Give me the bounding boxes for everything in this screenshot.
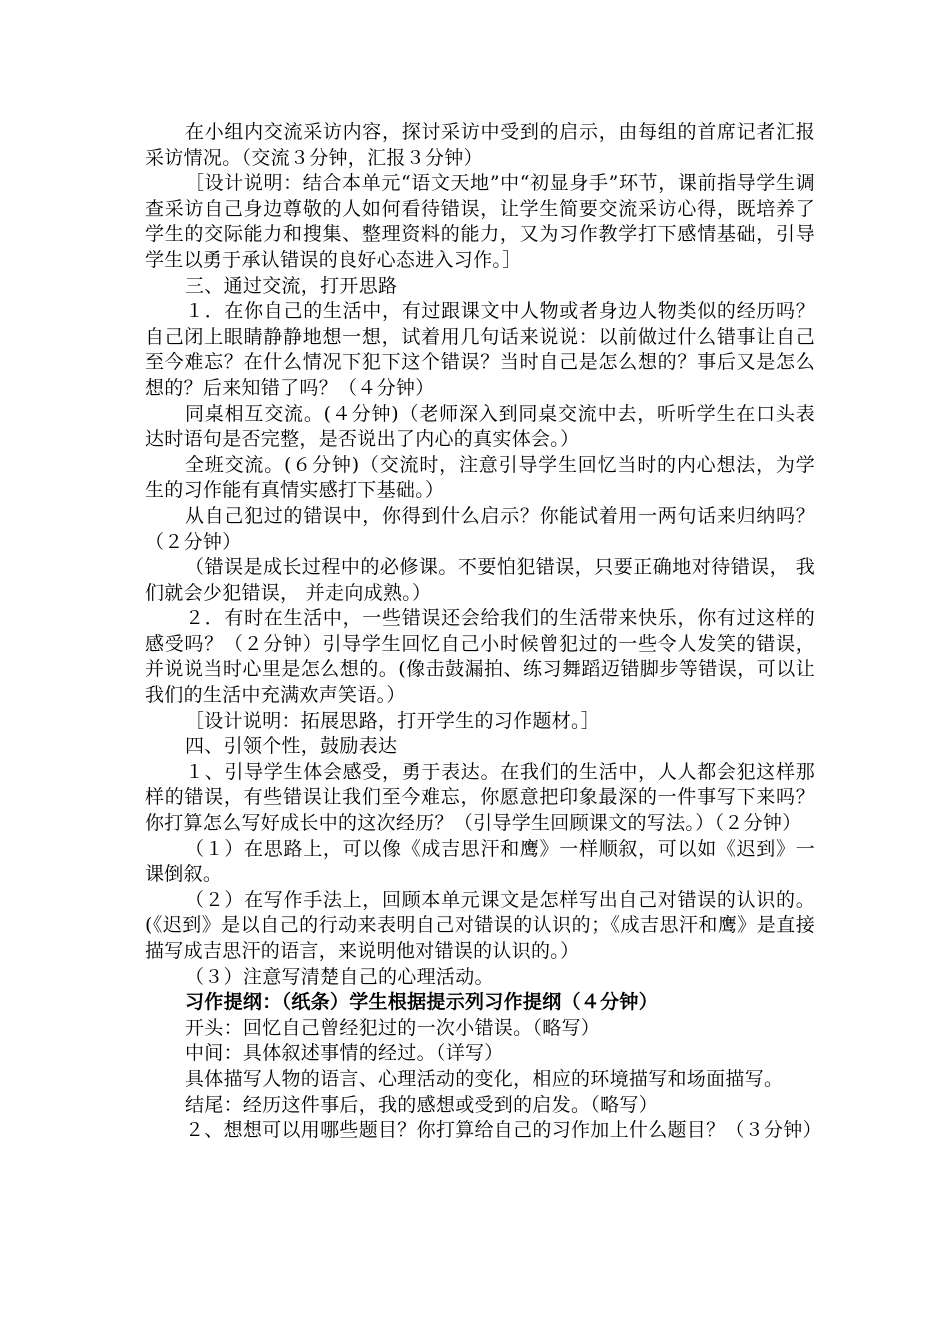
paragraph: １．在你自己的生活中，有过跟课文中人物或者身边人物类似的经历吗？自己闭上眼睛静静地想一想，试着用几句话来说说：以前做过什么错事让自己至今难忘？在什么情况下犯下这个错误？当时自己是怎么想的？事后又是怎么想的？后来知错了吗？（４分钟） — [145, 300, 815, 399]
paragraph: （２）在写作手法上，回顾本单元课文是怎样写出自己对错误的认识的。(《迟到》是以自己的行动来表明自己对错误的认识的；《成吉思汗和鹰》是直接描写成吉思汗的语言，来说明他对错误的认识的。） — [145, 888, 815, 962]
paragraph: （１）在思路上，可以像《成吉思汗和鹰》一样顺叙，可以如《迟到》一课倒叙。 — [145, 837, 815, 886]
paragraph: ２．有时在生活中，一些错误还会给我们的生活带来快乐，你有过这样的感受吗？（２分钟）引导学生回忆自己小时候曾犯过的一些令人发笑的错误，并说说当时心里是怎么想的。(像击鼓漏拍、练习舞蹈迈错脚步等错误，可以让我们的生活中充满欢声笑语。） — [145, 607, 815, 707]
paragraph: 具体描写人物的语言、心理活动的变化，相应的环境描写和场面描写。 — [185, 1067, 784, 1090]
paragraph: 中间：具体叙述事情的经过。（详写） — [185, 1042, 504, 1065]
paragraph: ２、想想可以用哪些题目？你打算给自己的习作加上什么题目？（３分钟） — [185, 1119, 822, 1142]
paragraph: 同桌相互交流。(４分钟)（老师深入到同桌交流中去，听听学生在口头表达时语句是否完整，是否说出了内心的真实体会。） — [145, 402, 815, 451]
paragraph: 开头：回忆自己曾经犯过的一次小错误。（略写） — [185, 1016, 601, 1039]
paragraph: 全班交流。(６分钟)（交流时，注意引导学生回忆当时的内心想法，为学生的习作能有真情实感打下基础。） — [145, 453, 815, 502]
outline-heading: 习作提纲：（纸条）学生根据提示列习作提纲（４分钟） — [185, 991, 659, 1014]
section-heading: 三、通过交流，打开思路 — [185, 274, 398, 297]
document-page — [145, 120, 822, 1144]
paragraph: ［设计说明：结合本单元“语文天地”中“初显身手”环节，课前指导学生调查采访自己身边尊敬的人如何看待错误，让学生简要交流采访心得，既培养了学生的交际能力和搜集、整理资料的能力，又为习作教学打下感情基础，引导学生以勇于承认错误的良好心态进入习作。］ — [145, 172, 815, 271]
paragraph: 从自己犯过的错误中，你得到什么启示？你能试着用一两句话来归纳吗？（２分钟） — [145, 504, 815, 553]
paragraph: ［设计说明：拓展思路，打开学生的习作题材。］ — [185, 709, 601, 732]
paragraph: １、引导学生体会感受，勇于表达。在我们的生活中，人人都会犯这样那样的错误，有些错误让我们至今难忘，你愿意把印象最深的一件事写下来吗？你打算怎么写好成长中的这次经历？（引导学生回顾课文的写法。）（２分钟） — [145, 760, 815, 835]
paragraph: （错误是成长过程中的必修课。不要怕犯错误，只要正确地对待错误， 我们就会少犯错误， 并走向成熟。） — [145, 556, 815, 604]
paragraph: 在小组内交流采访内容，探讨采访中受到的启示，由每组的首席记者汇报采访情况。（交流３分钟，汇报３分钟） — [145, 121, 815, 169]
paragraph: （３）注意写清楚自己的心理活动。 — [185, 965, 494, 988]
section-heading: 四、引领个性，鼓励表达 — [185, 735, 398, 758]
paragraph: 结尾：经历这件事后，我的感想或受到的启发。（略写） — [185, 1093, 659, 1116]
